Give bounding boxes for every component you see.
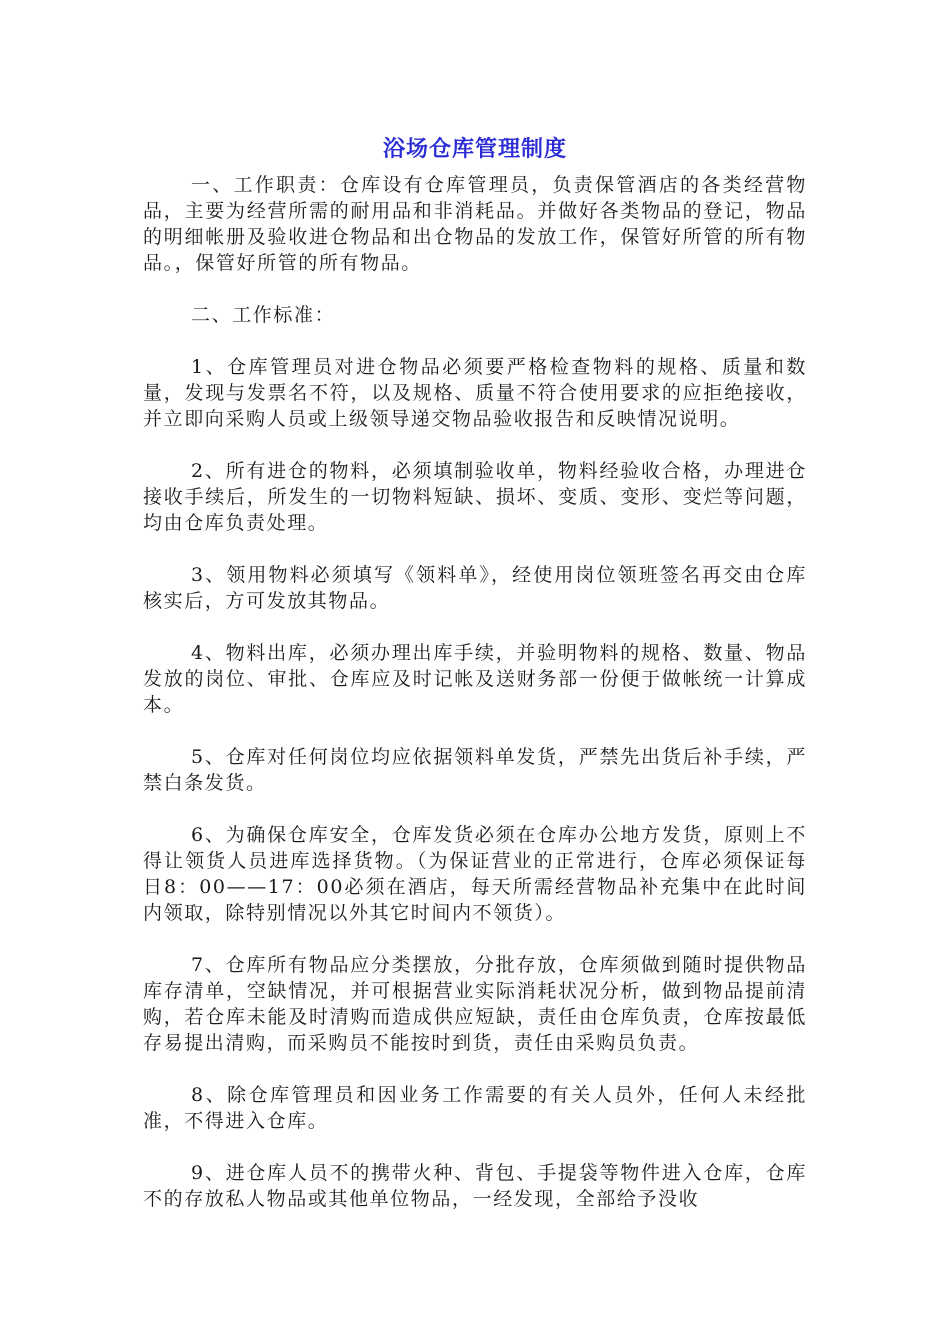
paragraph-spacer <box>143 1056 807 1082</box>
paragraph-spacer <box>143 328 807 354</box>
paragraph-job-duties: 一、工作职责：仓库设有仓库管理员，负责保管酒店的各类经营物品，主要为经营所需的耐用品和非消耗品。并做好各类物品的登记，物品的明细帐册及验收进仓物品和出仓物品的发放工作，保管好所管的所有物品。，保管好所管的所有物品。 <box>143 174 807 274</box>
paragraph-item-7: 7、仓库所有物品应分类摆放，分批存放，仓库须做到随时提供物品库存清单，空缺情况，并可根据营业实际消耗状况分析，做到物品提前清购，若仓库未能及时清购而造成供应短缺，责任由仓库负责，仓库按最低存易提出清购，而采购员不能按时到货，责任由采购员负责。 <box>143 954 807 1054</box>
paragraph-spacer <box>143 926 807 952</box>
paragraph-item-3: 3、领用物料必须填写《领料单》，经使用岗位领班签名再交由仓库核实后，方可发放其物品。 <box>143 564 807 612</box>
paragraph-item-8: 8、除仓库管理员和因业务工作需要的有关人员外，任何人未经批准，不得进入仓库。 <box>143 1084 807 1132</box>
document-title: 浴场仓库管理制度 <box>382 137 567 162</box>
paragraph-item-4: 4、物料出库，必须办理出库手续，并验明物料的规格、数量、物品发放的岗位、审批、仓库应及时记帐及送财务部一份便于做帐统一计算成本。 <box>143 642 807 716</box>
paragraph-spacer <box>143 432 807 458</box>
paragraph-spacer <box>143 276 807 302</box>
paragraph-item-2: 2、所有进仓的物料，必须填制验收单，物料经验收合格，办理进仓接收手续后，所发生的一切物料短缺、损坏、变质、变形、变烂等问题，均由仓库负责处理。 <box>143 460 807 534</box>
paragraph-spacer <box>143 614 807 640</box>
paragraph-item-5: 5、仓库对任何岗位均应依据领料单发货，严禁先出货后补手续，严禁白条发货。 <box>143 746 807 794</box>
paragraph-spacer <box>143 718 807 744</box>
paragraph-item-6: 6、为确保仓库安全，仓库发货必须在仓库办公地方发货，原则上不得让领货人员进库选择货物。（为保证营业的正常进行，仓库必须保证每日8：00——17：00必须在酒店，每天所需经营物品补充集中在此时间内领取，除特别情况以外其它时间内不领货）。 <box>143 824 807 924</box>
document-body <box>143 172 807 1212</box>
paragraph-spacer <box>143 1134 807 1160</box>
section-heading-work-standards: 二、工作标准： <box>191 304 336 326</box>
paragraph-spacer <box>143 536 807 562</box>
paragraph-item-1: 1、仓库管理员对进仓物品必须要严格检查物料的规格、质量和数量，发现与发票名不符，以及规格、质量不符合使用要求的应拒绝接收，并立即向采购人员或上级领导递交物品验收报告和反映情况说明。 <box>143 356 807 430</box>
paragraph-spacer <box>143 796 807 822</box>
paragraph-item-9: 9、进仓库人员不的携带火种、背包、手提袋等物件进入仓库，仓库不的存放私人物品或其他单位物品，一经发现，全部给予没收 <box>143 1162 807 1210</box>
